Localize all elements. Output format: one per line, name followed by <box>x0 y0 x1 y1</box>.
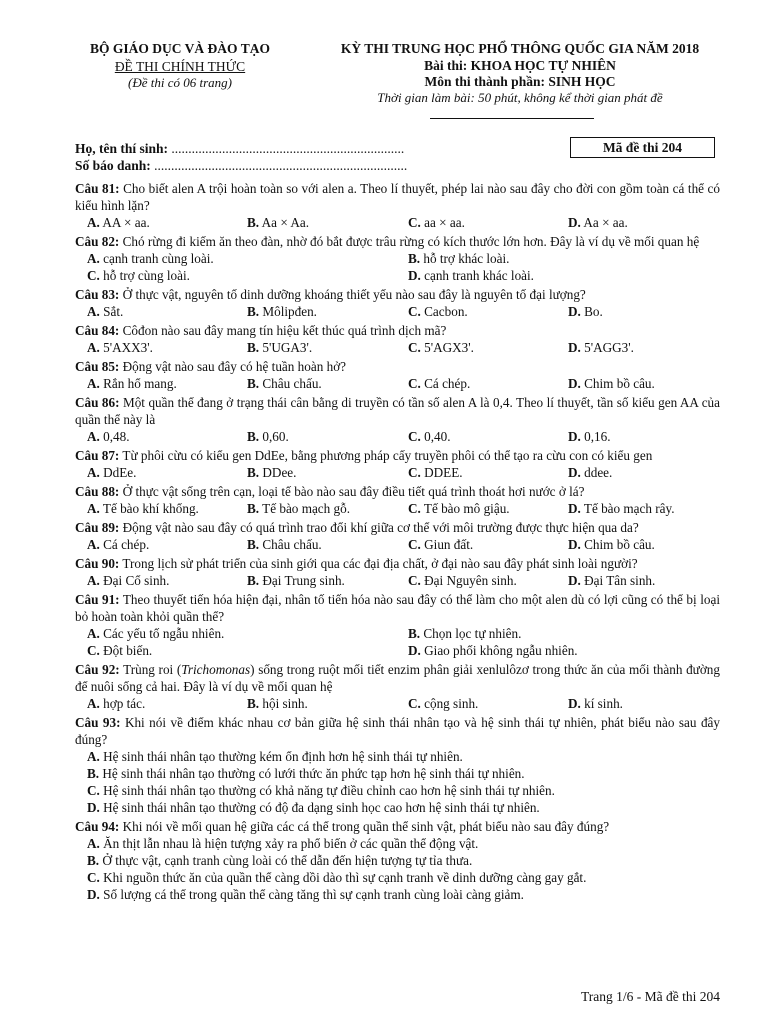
option-text: Môlipđen. <box>259 304 317 319</box>
answer-option <box>568 339 634 356</box>
candidate-id-field: ........................................................................... <box>150 158 408 173</box>
option-key: D. <box>568 304 581 319</box>
question-number: Câu 92: <box>75 662 120 677</box>
answer-option <box>568 375 655 392</box>
options-row <box>75 267 720 284</box>
answer-option <box>87 464 136 481</box>
option-text: Hệ sinh thái nhân tạo thường kém ổn định hơn hệ sinh thái tự nhiên. <box>99 749 463 764</box>
question-number: Câu 91: <box>75 592 120 607</box>
option-text: 5'UGA3'. <box>259 340 313 355</box>
question-item <box>75 358 720 392</box>
answer-option <box>247 375 322 392</box>
answer-option <box>247 572 345 589</box>
option-text: 0,40. <box>420 429 451 444</box>
answer-option <box>75 782 720 799</box>
question-item <box>75 555 720 589</box>
option-key: C. <box>408 501 421 516</box>
options-row <box>75 572 720 589</box>
option-key: B. <box>247 340 260 355</box>
option-text: 0,48. <box>99 429 130 444</box>
answer-option <box>408 428 451 445</box>
option-key: B. <box>247 465 260 480</box>
option-key: B. <box>247 573 260 588</box>
answer-option <box>408 625 521 642</box>
answer-option <box>87 428 130 445</box>
option-text: Đại Cổ sinh. <box>99 573 170 588</box>
option-key: C. <box>408 696 421 711</box>
question-number: Câu 89: <box>75 520 120 535</box>
option-key: C. <box>87 268 100 283</box>
question-text: Trong lịch sử phát triển của sinh giới qua các đại địa chất, ở đại nào sau đây phát sinh loài người? <box>119 556 638 571</box>
question-item <box>75 394 720 445</box>
subject-name: Môn thi thành phần: SINH HỌC <box>424 74 616 89</box>
option-text: Khi nguồn thức ăn của quần thể càng dồi dào thì sự cạnh tranh về dinh dưỡng càng gay gắt. <box>99 870 587 885</box>
question-stem <box>75 394 720 428</box>
option-key: C. <box>87 783 100 798</box>
question-item <box>75 322 720 356</box>
answer-option <box>408 572 517 589</box>
question-stem <box>75 358 720 375</box>
option-text: aa × aa. <box>420 215 465 230</box>
answer-option <box>408 695 478 712</box>
question-number: Câu 87: <box>75 448 120 463</box>
answer-option <box>568 536 655 553</box>
answer-option <box>247 428 289 445</box>
question-text: Cho biết alen A trội hoàn toàn so với alen a. Theo lí thuyết, phép lai nào sau đây cho đời con gồm toàn cá thể có kiểu hình lặn? <box>75 181 720 213</box>
ministry-name: BỘ GIÁO DỤC VÀ ĐÀO TẠO <box>90 41 270 56</box>
paper-name: Bài thi: KHOA HỌC TỰ NHIÊN <box>424 58 616 73</box>
question-stem <box>75 714 720 748</box>
question-item <box>75 483 720 517</box>
option-text: Chọn lọc tự nhiên. <box>420 626 522 641</box>
option-key: A. <box>87 537 100 552</box>
question-item <box>75 591 720 659</box>
option-key: A. <box>87 304 100 319</box>
option-key: B. <box>87 853 100 868</box>
candidate-name-label: Họ, tên thí sinh: <box>75 141 169 156</box>
option-key: B. <box>247 696 260 711</box>
options-row <box>75 375 720 392</box>
option-text: 0,60. <box>259 429 289 444</box>
answer-option <box>408 464 463 481</box>
question-number: Câu 82: <box>75 234 120 249</box>
option-text: Sắt. <box>99 304 124 319</box>
answer-option <box>408 339 474 356</box>
option-key: A. <box>87 573 100 588</box>
option-text: Châu chấu. <box>259 537 322 552</box>
option-text: Ở thực vật, cạnh tranh cùng loài có thể dẫn đến hiện tượng tự tỉa thưa. <box>99 853 473 868</box>
options-row <box>75 642 720 659</box>
option-key: D. <box>568 501 581 516</box>
answer-option <box>87 625 224 642</box>
option-key: C. <box>408 376 421 391</box>
candidate-id-row <box>75 157 475 174</box>
question-item <box>75 233 720 284</box>
option-text: Tế bào mạch rây. <box>580 501 675 516</box>
option-text: Chim bồ câu. <box>580 537 655 552</box>
option-key: C. <box>408 340 421 355</box>
page-footer: Trang 1/6 - Mã đề thi 204 <box>581 989 720 1004</box>
option-key: C. <box>408 429 421 444</box>
answer-option <box>568 303 603 320</box>
question-number: Câu 85: <box>75 359 120 374</box>
options-row <box>75 625 720 642</box>
option-key: A. <box>87 215 100 230</box>
time-note: Thời gian làm bài: 50 phút, không kể thời gian phát đề <box>377 90 663 105</box>
answer-option <box>568 695 623 712</box>
answer-option <box>75 852 720 869</box>
option-text: Aa × aa. <box>580 215 628 230</box>
option-key: A. <box>87 340 100 355</box>
option-text: AA × aa. <box>99 215 150 230</box>
answer-option <box>75 869 720 886</box>
question-stem <box>75 233 720 250</box>
exam-title-block <box>300 40 740 106</box>
option-text: ddee. <box>580 465 613 480</box>
question-text: Từ phôi cừu có kiểu gen DdEe, bằng phương pháp cấy truyền phôi có thể tạo ra cừu con có kiểu gen <box>119 448 653 463</box>
option-text: Đại Nguyên sinh. <box>420 573 517 588</box>
option-key: D. <box>408 643 421 658</box>
answer-option <box>408 214 465 231</box>
question-number: Câu 84: <box>75 323 120 338</box>
question-text: Một quần thể đang ở trạng thái cân bằng di truyền có tần số alen A là 0,4. Theo lí thuyết, tần số kiểu gen AA của quần thể này là <box>75 395 721 427</box>
option-key: D. <box>568 537 581 552</box>
exam-header <box>0 40 768 120</box>
answer-option <box>87 214 150 231</box>
option-key: C. <box>87 870 100 885</box>
question-number: Câu 94: <box>75 819 120 834</box>
option-text: Ăn thịt lẫn nhau là hiện tượng xảy ra phổ biến ở các quần thể động vật. <box>99 836 479 851</box>
option-key: B. <box>247 376 260 391</box>
option-key: A. <box>87 696 100 711</box>
question-stem <box>75 483 720 500</box>
answer-option <box>75 748 720 765</box>
option-key: A. <box>87 376 100 391</box>
option-text: cạnh tranh cùng loài. <box>99 251 214 266</box>
answer-option <box>87 375 177 392</box>
option-text: DDee. <box>259 465 297 480</box>
option-text: 5'AXX3'. <box>99 340 153 355</box>
option-text: Châu chấu. <box>259 376 322 391</box>
question-text: Động vật nào sau đây có hệ tuần hoàn hở? <box>119 359 347 374</box>
answer-option <box>247 500 350 517</box>
option-text: Các yếu tố ngẫu nhiên. <box>99 626 225 641</box>
option-key: D. <box>568 465 581 480</box>
option-key: B. <box>247 501 260 516</box>
answer-option <box>75 835 720 852</box>
answer-option <box>408 250 509 267</box>
issuer-block <box>70 40 290 91</box>
option-text: Aa × Aa. <box>259 215 310 230</box>
question-text: Theo thuyết tiến hóa hiện đại, nhân tố tiến hóa nào sau đây có thể làm cho một alen dù có lợi cũng có thể bị loại bỏ hoàn toàn khỏi quần thể? <box>75 592 720 624</box>
answer-option <box>568 214 628 231</box>
answer-option <box>247 214 309 231</box>
option-text: hỗ trợ cùng loài. <box>99 268 190 283</box>
options-row <box>75 303 720 320</box>
option-text: kí sinh. <box>580 696 623 711</box>
question-number: Câu 90: <box>75 556 120 571</box>
option-text: Đại Trung sinh. <box>259 573 345 588</box>
question-stem <box>75 180 720 214</box>
option-key: D. <box>568 340 581 355</box>
option-key: C. <box>408 304 421 319</box>
question-stem <box>75 555 720 572</box>
answer-option <box>568 572 655 589</box>
question-stem <box>75 286 720 303</box>
options-row <box>75 339 720 356</box>
answer-option <box>247 536 322 553</box>
options-row <box>75 464 720 481</box>
option-text: Tế bào mạch gỗ. <box>259 501 351 516</box>
question-item <box>75 519 720 553</box>
option-key: D. <box>568 429 581 444</box>
option-key: A. <box>87 465 100 480</box>
question-number: Câu 83: <box>75 287 120 302</box>
option-key: C. <box>408 465 421 480</box>
question-list <box>75 180 720 905</box>
question-text: ) sống trong ruột mối tiết enzim phân giải xenlulôzơ trong thức ăn của mối thành đường để nuôi sống cả hai. Đây là ví dụ về mối quan hệ <box>75 662 720 694</box>
option-key: B. <box>247 304 260 319</box>
candidate-info <box>75 140 475 174</box>
question-text: Côđon nào sau đây mang tín hiệu kết thúc quá trình dịch mã? <box>119 323 447 338</box>
option-text: Đại Tân sinh. <box>580 573 656 588</box>
answer-option <box>247 303 317 320</box>
answer-option <box>75 886 720 903</box>
option-key: D. <box>87 800 100 815</box>
answer-option <box>568 464 612 481</box>
option-text: 5'AGX3'. <box>420 340 474 355</box>
option-key: B. <box>408 251 421 266</box>
question-text: Khi nói về điểm khác nhau cơ bản giữa hệ sinh thái nhân tạo và hệ sinh thái tự nhiên, phát biểu nào sau đây đúng? <box>75 715 720 747</box>
option-key: A. <box>87 749 100 764</box>
question-stem <box>75 818 720 835</box>
question-text: Trùng roi ( <box>119 662 182 677</box>
question-item <box>75 180 720 231</box>
answer-option <box>408 500 510 517</box>
question-text-italic: Trichomonas <box>181 662 251 677</box>
option-text: Giao phối không ngẫu nhiên. <box>420 643 578 658</box>
answer-option <box>75 765 720 782</box>
answer-option <box>408 267 534 284</box>
option-key: D. <box>568 573 581 588</box>
option-key: D. <box>568 696 581 711</box>
answer-option <box>247 339 312 356</box>
option-text: Hệ sinh thái nhân tạo thường có lưới thức ăn phức tạp hơn hệ sinh thái tự nhiên. <box>99 766 525 781</box>
option-text: Cá chép. <box>420 376 471 391</box>
option-text: 5'AGG3'. <box>580 340 634 355</box>
header-divider <box>430 118 594 119</box>
answer-option <box>87 695 145 712</box>
exam-title: KỲ THI TRUNG HỌC PHỔ THÔNG QUỐC GIA NĂM 2018 <box>340 41 700 56</box>
option-key: C. <box>408 573 421 588</box>
option-text: Số lượng cá thể trong quần thể càng tăng thì sự cạnh tranh cùng loài càng giảm. <box>99 887 524 902</box>
candidate-name-field: ..................................................................... <box>168 141 405 156</box>
options-row <box>75 695 720 712</box>
option-text: hỗ trợ khác loài. <box>420 251 510 266</box>
option-text: Chim bồ câu. <box>580 376 655 391</box>
option-key: D. <box>568 376 581 391</box>
answer-option <box>247 695 308 712</box>
options-row <box>75 250 720 267</box>
option-text: cộng sinh. <box>420 696 479 711</box>
question-number: Câu 86: <box>75 395 120 410</box>
option-text: hợp tác. <box>99 696 146 711</box>
answer-option <box>408 375 470 392</box>
option-text: Cá chép. <box>99 537 150 552</box>
option-key: B. <box>87 766 100 781</box>
question-stem <box>75 447 720 464</box>
answer-option <box>87 250 214 267</box>
question-number: Câu 93: <box>75 715 121 730</box>
option-text: Rắn hổ mang. <box>99 376 177 391</box>
answer-option <box>75 799 720 816</box>
question-number: Câu 88: <box>75 484 120 499</box>
answer-option <box>87 500 199 517</box>
exam-code-box: Mã đề thi 204 <box>570 137 715 158</box>
option-text: Tế bào khí khổng. <box>99 501 199 516</box>
option-text: Giun đất. <box>420 537 474 552</box>
question-stem <box>75 519 720 536</box>
option-key: A. <box>87 501 100 516</box>
option-text: Hệ sinh thái nhân tạo thường có khả năng tự điều chỉnh cao hơn hệ sinh thái tự nhiên. <box>99 783 555 798</box>
candidate-id-label: Số báo danh: <box>75 158 151 173</box>
options-row <box>75 428 720 445</box>
question-text: Khi nói về mối quan hệ giữa các cá thể trong quần thể sinh vật, phát biểu nào sau đây đúng? <box>119 819 610 834</box>
option-text: Hệ sinh thái nhân tạo thường có độ đa dạng sinh học cao hơn hệ sinh thái tự nhiên. <box>99 800 540 815</box>
option-text: Đột biến. <box>99 643 153 658</box>
option-key: C. <box>87 643 100 658</box>
page-count-note: (Đề thi có 06 trang) <box>128 75 232 90</box>
answer-option <box>87 642 152 659</box>
option-key: A. <box>87 429 100 444</box>
question-number: Câu 81: <box>75 181 120 196</box>
option-key: A. <box>87 836 100 851</box>
question-item <box>75 447 720 481</box>
option-text: cạnh tranh khác loài. <box>420 268 534 283</box>
option-key: C. <box>408 215 421 230</box>
option-key: B. <box>247 537 260 552</box>
answer-option <box>568 428 611 445</box>
option-key: B. <box>408 626 421 641</box>
question-text: Chó rừng đi kiếm ăn theo đàn, nhờ đó bắt được trâu rừng có kích thước lớn hơn. Đây là ví dụ về mối quan hệ <box>119 234 700 249</box>
answer-option <box>87 572 169 589</box>
answer-option <box>87 339 153 356</box>
candidate-name-row <box>75 140 475 157</box>
option-key: B. <box>247 215 260 230</box>
question-item <box>75 714 720 816</box>
official-label: ĐỀ THI CHÍNH THỨC <box>114 59 246 74</box>
answer-option <box>247 464 296 481</box>
answer-option <box>408 536 473 553</box>
answer-option <box>87 536 149 553</box>
option-text: DDEE. <box>420 465 463 480</box>
answer-option <box>408 642 578 659</box>
option-key: D. <box>408 268 421 283</box>
question-stem <box>75 322 720 339</box>
question-item <box>75 818 720 903</box>
answer-option <box>87 267 190 284</box>
options-row <box>75 536 720 553</box>
option-key: D. <box>87 887 100 902</box>
options-row <box>75 500 720 517</box>
option-key: B. <box>247 429 260 444</box>
question-item <box>75 661 720 712</box>
question-stem <box>75 591 720 625</box>
question-text: Động vật nào sau đây có quá trình trao đổi khí giữa cơ thể với môi trường được thực hiện qua da? <box>119 520 639 535</box>
option-text: Cacbon. <box>420 304 468 319</box>
question-item <box>75 286 720 320</box>
option-text: 0,16. <box>580 429 611 444</box>
option-text: DdEe. <box>99 465 137 480</box>
answer-option <box>408 303 468 320</box>
option-text: hội sinh. <box>259 696 308 711</box>
option-key: A. <box>87 626 100 641</box>
option-text: Tế bào mô giậu. <box>420 501 510 516</box>
option-key: A. <box>87 251 100 266</box>
question-stem <box>75 661 720 695</box>
answer-option <box>568 500 675 517</box>
option-key: C. <box>408 537 421 552</box>
answer-option <box>87 303 123 320</box>
question-text: Ở thực vật sống trên cạn, loại tế bào nào sau đây điều tiết quá trình thoát hơi nước ở lá? <box>119 484 585 499</box>
option-key: D. <box>568 215 581 230</box>
question-text: Ở thực vật, nguyên tố dinh dưỡng khoáng thiết yếu nào sau đây là nguyên tố đại lượng? <box>119 287 586 302</box>
options-row <box>75 214 720 231</box>
option-text: Bo. <box>580 304 603 319</box>
